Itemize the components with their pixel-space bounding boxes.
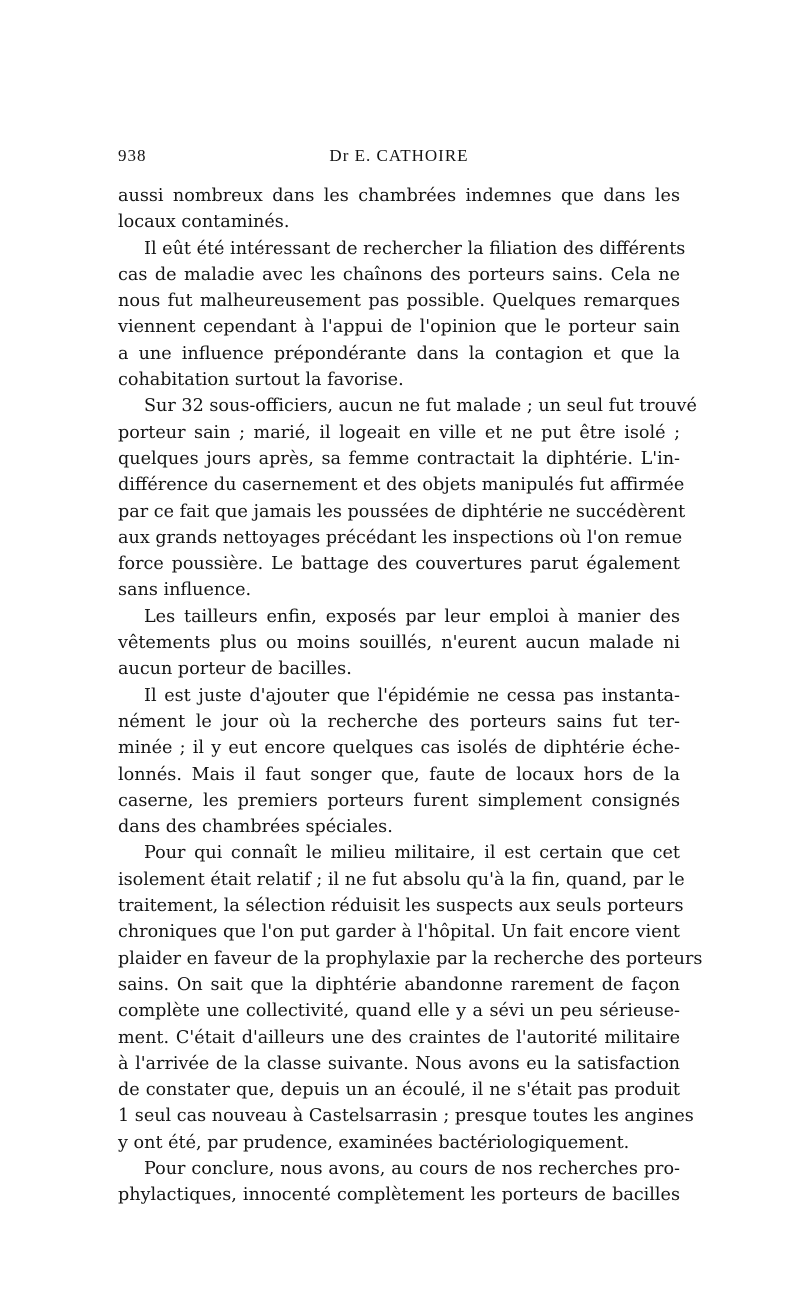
paragraph [118,604,680,683]
text-line: plaider en faveur de la prophylaxie par la recherche des porteurs [118,948,703,969]
text-line: par ce fait que jamais les poussées de diphtérie ne succédèrent [118,501,686,522]
text-line: Les tailleurs enfin, exposés par leur emploi à manier des [144,606,680,627]
text-line: aussi nombreux dans les chambrées indemnes que dans les [118,186,680,206]
text-line: 1 seul cas nouveau à Castelsarrasin ; presque toutes les angines [118,1106,694,1127]
text-line: sans influence. [118,580,252,601]
paragraph [118,683,680,841]
text-line: traitement, la sélection réduisit les suspects aux seuls porteurs [118,896,684,917]
text-line: quelques jours après, sa femme contractait la diphtérie. L'in- [118,448,680,469]
text-line: sains. On sait que la diphtérie abandonne rarement de façon [118,974,680,995]
text-line: force poussière. Le battage des couvertures parut également [118,554,680,575]
text-line: lonnés. Mais il faut songer que, faute de locaux hors de la [118,764,680,785]
text-line: chroniques que l'on put garder à l'hôpital. Un fait encore vient [118,922,680,943]
paragraph [118,840,703,1156]
text-line: de constater que, depuis un an écoulé, il ne s'était pas produit [118,1080,680,1101]
text-line: Il eût été intéressant de rechercher la filiation des différents [144,238,686,259]
text-line: minée ; il y eut encore quelques cas isolés de diphtérie éche- [118,738,680,759]
text-line: nous fut malheureusement pas possible. Quelques remarques [118,291,680,312]
text-line: complète une collectivité, quand elle y a sévi un peu sérieuse- [118,1001,680,1022]
text-line: phylactiques, innocenté complètement les porteurs de bacilles [118,1185,680,1206]
text-line: ment. C'était d'ailleurs une des craintes de l'autorité militaire [118,1027,680,1048]
text-line: aucun porteur de bacilles. [118,659,352,680]
text-line: locaux contaminés. [118,212,290,233]
text-line: isolement était relatif ; il ne fut absolu qu'à la fin, quand, par le [118,869,685,890]
text-line: Pour qui connaît le milieu militaire, il est certain que cet [144,843,680,864]
text-line: à l'arrivée de la classe suivante. Nous avons eu la satisfaction [118,1053,680,1074]
text-line: a une influence prépondérante dans la contagion et que la [118,343,680,364]
text-line: porteur sain ; marié, il logeait en ville et ne put être isolé ; [118,422,680,443]
paragraph [118,183,680,236]
text-line: Sur 32 sous-officiers, aucun ne fut malade ; un seul fut trouvé [144,396,697,417]
text-line: caserne, les premiers porteurs furent simplement consignés [118,790,680,811]
body-text [118,183,703,1209]
text-line: Pour conclure, nous avons, au cours de nos recherches pro- [144,1158,680,1179]
text-line: aux grands nettoyages précédant les inspections où l'on remue [118,527,683,548]
page-number: 938 [118,146,147,165]
text-line: Il est juste d'ajouter que l'épidémie ne cessa pas instanta- [144,685,680,706]
paragraph [118,393,697,603]
text-line: dans des chambrées spéciales. [118,817,393,838]
text-line: cas de maladie avec les chaînons des porteurs sains. Cela ne [118,264,680,285]
text-line: différence du casernement et des objets manipulés fut affirmée [118,475,685,496]
paragraph [118,236,686,394]
running-title: Dr E. CATHOIRE [329,146,469,165]
running-head [118,146,680,172]
text-line: y ont été, par prudence, examinées bactériologiquement. [118,1132,630,1153]
text-line: viennent cependant à l'appui de l'opinion que le porteur sain [118,317,680,338]
text-line: cohabitation surtout la favorise. [118,370,404,391]
text-line: nément le jour où la recherche des porteurs sains fut ter- [118,711,680,732]
text-line: vêtements plus ou moins souillés, n'eurent aucun malade ni [118,633,680,654]
paragraph [118,1156,680,1209]
